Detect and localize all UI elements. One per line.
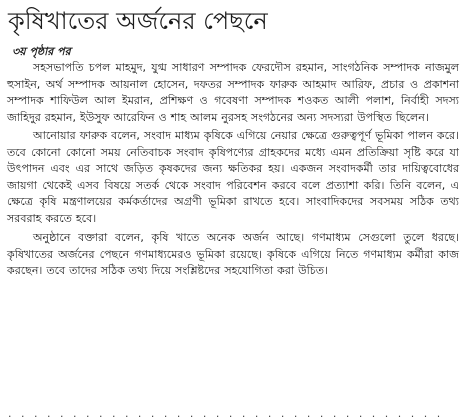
article-paragraph-2: আনোয়ার ফারুক বলেন, সংবাদ মাধ্যম কৃষিকে এগিয়ে নেয়ার ক্ষেত্রে গুরুত্বপূর্ণ ভূমিকা পালন করে। তবে কোনো কোনো সময় নেতিবাচক সংবাদ কৃষিপণ্যের গ্রাহকদের মধ্যে এমন প্রতিক্রিয়া সৃষ্টি করে যা উৎপাদন এবং এর সাথে জড়িত কৃষকদের জন্য ক্ষতিকর হয়। একজন সংবাদকর্মী তার দায়িত্ববোধের জায়গা থেকেই এসব বিষয়ে সতর্ক থেকে সংবাদ পরিবেশন করবে বলে প্রত্যাশা করি। তিনি বলেন, এ ক্ষেত্রে কৃষি মন্ত্রণালয়ের কর্মকর্তাদের অগ্রণী ভূমিকা রাখতে হবে। সাংবাদিকদের সবসময় সঠিক তথ্য সরবরাহ করতে হবে।	[7, 129, 459, 225]
article-body	[7, 60, 459, 282]
continued-from-label: ৩য় পৃষ্ঠার পর	[12, 45, 71, 58]
article-paragraph-3: অনুষ্ঠানে বক্তারা বলেন, কৃষি খাতে অনেক অর্জন আছে। গণমাধ্যম সেগুলো তুলে ধরছে। কৃষিখাতের অর্জনের পেছনে গণমাধ্যমেরও ভূমিকা রয়েছে। কৃষিকে এগিয়ে নিতে গণমাধ্যম কর্মীরা কাজ করছেন। তবে তাদের সঠিক তথ্য দিয়ে সংশ্লিষ্টদের সহযোগিতা করা উচিত।	[7, 231, 459, 277]
article-paragraph-1: সহসভাপতি চপল মাহমুদ, যুগ্ম সাধারণ সম্পাদক ফেরদৌস রহমান, সাংগঠনিক সম্পাদক নাজমুল হুসাইন, অর্থ সম্পাদক আয়নাল হোসেন, দফতর সম্পাদক ফারুক আহমাদ আরিফ, প্রচার ও প্রকাশনা সম্পাদক শাফিউল আল ইমরান, প্রশিক্ষণ ও গবেষণা সম্পাদক শওকত আলী পলাশ, নির্বাহী সদস্য জাহিদুর রহমান, ইউসুফ আরেফিন ও শাহ আলম নুরসহ সংগঠনের অন্য সদস্যরা উপস্থিত ছিলেন।	[7, 61, 459, 124]
clipping-cut-edge: · · · · · · · · · · · · · · · · · · · · · · · · · · · · · · · · · ·	[8, 410, 444, 418]
article-headline: কৃষিখাতের অর্জনের পেছনে	[8, 7, 268, 35]
